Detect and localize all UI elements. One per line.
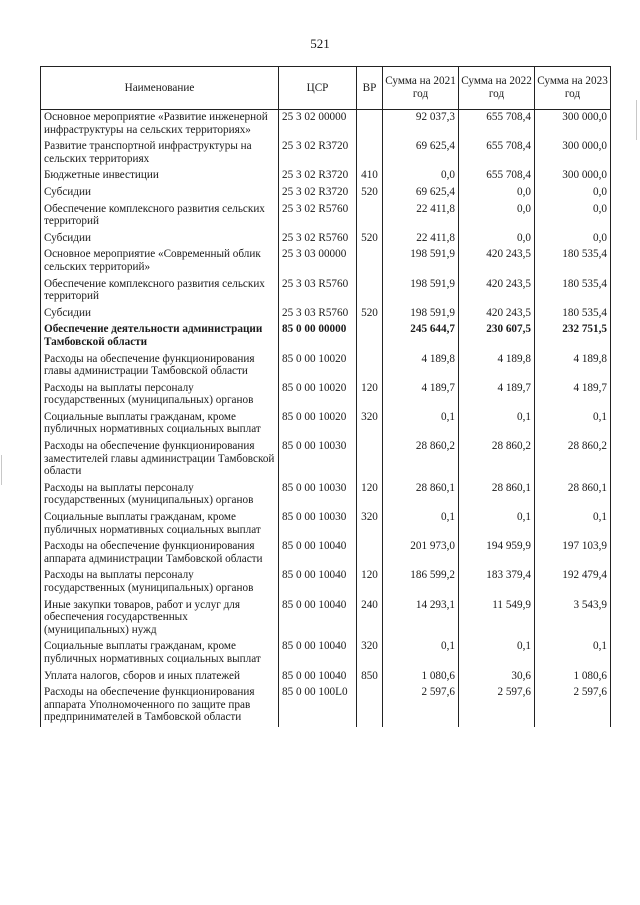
table-row xyxy=(41,669,611,686)
cell-csr: 85 0 00 10030 xyxy=(279,510,357,539)
header-name: Наименование xyxy=(41,67,279,110)
cell-vr xyxy=(357,322,383,351)
cell-sum-2023: 28 860,1 xyxy=(535,481,611,510)
cell-sum-2023: 300 000,0 xyxy=(535,139,611,168)
cell-sum-2022: 655 708,4 xyxy=(459,139,535,168)
cell-name: Развитие транспортной инфраструктуры на сельских территориях xyxy=(41,139,279,168)
cell-sum-2021: 0,1 xyxy=(383,639,459,668)
cell-vr xyxy=(357,110,383,140)
cell-name: Уплата налогов, сборов и иных платежей xyxy=(41,669,279,686)
cell-sum-2021: 0,0 xyxy=(383,168,459,185)
cell-sum-2021: 201 973,0 xyxy=(383,539,459,568)
table-row xyxy=(41,322,611,351)
scan-edge-mark xyxy=(1,455,2,485)
cell-sum-2022: 0,1 xyxy=(459,639,535,668)
cell-sum-2021: 22 411,8 xyxy=(383,231,459,248)
table-row xyxy=(41,381,611,410)
table-row xyxy=(41,481,611,510)
table-row xyxy=(41,510,611,539)
table-row xyxy=(41,168,611,185)
cell-csr: 25 3 02 R5760 xyxy=(279,231,357,248)
cell-sum-2021: 4 189,7 xyxy=(383,381,459,410)
cell-csr: 85 0 00 10030 xyxy=(279,481,357,510)
cell-sum-2022: 0,1 xyxy=(459,410,535,439)
cell-sum-2021: 198 591,9 xyxy=(383,306,459,323)
cell-vr: 410 xyxy=(357,168,383,185)
cell-name: Социальные выплаты гражданам, кроме публичных нормативных социальных выплат xyxy=(41,410,279,439)
cell-name: Расходы на выплаты персоналу государственных (муниципальных) органов xyxy=(41,381,279,410)
header-sum-2022: Сумма на 2022 год xyxy=(459,67,535,110)
cell-csr: 25 3 02 R3720 xyxy=(279,168,357,185)
cell-sum-2022: 230 607,5 xyxy=(459,322,535,351)
cell-sum-2023: 4 189,8 xyxy=(535,352,611,381)
cell-sum-2022: 28 860,1 xyxy=(459,481,535,510)
cell-vr: 520 xyxy=(357,231,383,248)
cell-sum-2023: 180 535,4 xyxy=(535,306,611,323)
cell-sum-2022: 11 549,9 xyxy=(459,598,535,640)
cell-csr: 25 3 02 R3720 xyxy=(279,185,357,202)
table-row xyxy=(41,110,611,140)
cell-sum-2021: 186 599,2 xyxy=(383,568,459,597)
cell-name: Основное мероприятие «Современный облик сельских территорий» xyxy=(41,247,279,276)
table-row xyxy=(41,568,611,597)
cell-sum-2023: 300 000,0 xyxy=(535,168,611,185)
cell-sum-2021: 69 625,4 xyxy=(383,139,459,168)
cell-csr: 85 0 00 10040 xyxy=(279,669,357,686)
cell-vr xyxy=(357,202,383,231)
cell-csr: 85 0 00 10040 xyxy=(279,598,357,640)
cell-name: Субсидии xyxy=(41,185,279,202)
cell-sum-2022: 28 860,2 xyxy=(459,439,535,481)
cell-sum-2022: 420 243,5 xyxy=(459,277,535,306)
cell-csr: 85 0 00 10040 xyxy=(279,639,357,668)
cell-vr xyxy=(357,539,383,568)
cell-name: Социальные выплаты гражданам, кроме публичных нормативных социальных выплат xyxy=(41,639,279,668)
cell-name: Расходы на выплаты персоналу государственных (муниципальных) органов xyxy=(41,481,279,510)
table-row xyxy=(41,639,611,668)
cell-csr: 85 0 00 10020 xyxy=(279,352,357,381)
table-row xyxy=(41,202,611,231)
cell-vr: 520 xyxy=(357,185,383,202)
cell-sum-2021: 28 860,2 xyxy=(383,439,459,481)
table-header-row xyxy=(41,67,611,110)
cell-sum-2023: 0,1 xyxy=(535,639,611,668)
table-row xyxy=(41,277,611,306)
table-row xyxy=(41,352,611,381)
cell-csr: 25 3 03 00000 xyxy=(279,247,357,276)
cell-csr: 85 0 00 10020 xyxy=(279,410,357,439)
table-row xyxy=(41,439,611,481)
header-csr: ЦСР xyxy=(279,67,357,110)
table-row xyxy=(41,306,611,323)
table-row xyxy=(41,231,611,248)
cell-sum-2023: 180 535,4 xyxy=(535,277,611,306)
cell-sum-2023: 0,1 xyxy=(535,410,611,439)
cell-sum-2021: 198 591,9 xyxy=(383,247,459,276)
header-sum-2023: Сумма на 2023 год xyxy=(535,67,611,110)
cell-name: Расходы на обеспечение функционирования главы администрации Тамбовской области xyxy=(41,352,279,381)
cell-name: Обеспечение комплексного развития сельских территорий xyxy=(41,277,279,306)
table-row xyxy=(41,685,611,727)
cell-sum-2021: 4 189,8 xyxy=(383,352,459,381)
cell-csr: 25 3 03 R5760 xyxy=(279,277,357,306)
cell-vr: 120 xyxy=(357,381,383,410)
cell-csr: 25 3 03 R5760 xyxy=(279,306,357,323)
cell-sum-2023: 0,0 xyxy=(535,231,611,248)
cell-csr: 85 0 00 10020 xyxy=(279,381,357,410)
table-row xyxy=(41,139,611,168)
cell-sum-2022: 0,0 xyxy=(459,202,535,231)
cell-csr: 25 3 02 R5760 xyxy=(279,202,357,231)
cell-sum-2021: 0,1 xyxy=(383,510,459,539)
cell-sum-2022: 420 243,5 xyxy=(459,306,535,323)
table-body xyxy=(41,110,611,727)
cell-vr: 240 xyxy=(357,598,383,640)
budget-table xyxy=(40,66,611,727)
cell-sum-2022: 4 189,7 xyxy=(459,381,535,410)
cell-sum-2022: 0,1 xyxy=(459,510,535,539)
cell-vr xyxy=(357,139,383,168)
cell-vr: 320 xyxy=(357,639,383,668)
cell-sum-2023: 0,1 xyxy=(535,510,611,539)
cell-sum-2022: 30,6 xyxy=(459,669,535,686)
table-row xyxy=(41,185,611,202)
cell-name: Расходы на обеспечение функционирования аппарата Уполномоченного по защите прав предпринимателей в Тамбовской области xyxy=(41,685,279,727)
cell-sum-2022: 4 189,8 xyxy=(459,352,535,381)
cell-sum-2023: 3 543,9 xyxy=(535,598,611,640)
cell-sum-2023: 0,0 xyxy=(535,185,611,202)
cell-csr: 25 3 02 R3720 xyxy=(279,139,357,168)
cell-sum-2022: 183 379,4 xyxy=(459,568,535,597)
cell-csr: 25 3 02 00000 xyxy=(279,110,357,140)
cell-name: Бюджетные инвестиции xyxy=(41,168,279,185)
cell-vr: 320 xyxy=(357,410,383,439)
cell-sum-2021: 92 037,3 xyxy=(383,110,459,140)
table-row xyxy=(41,539,611,568)
cell-vr: 850 xyxy=(357,669,383,686)
cell-sum-2023: 28 860,2 xyxy=(535,439,611,481)
cell-name: Обеспечение деятельности администрации Тамбовской области xyxy=(41,322,279,351)
cell-csr: 85 0 00 10030 xyxy=(279,439,357,481)
header-sum-2021: Сумма на 2021 год xyxy=(383,67,459,110)
table-row xyxy=(41,410,611,439)
page-number: 521 xyxy=(310,36,330,51)
cell-vr xyxy=(357,352,383,381)
cell-name: Основное мероприятие «Развитие инженерной инфраструктуры на сельских территориях» xyxy=(41,110,279,140)
cell-name: Субсидии xyxy=(41,306,279,323)
cell-sum-2023: 2 597,6 xyxy=(535,685,611,727)
cell-vr xyxy=(357,277,383,306)
cell-vr: 120 xyxy=(357,481,383,510)
cell-vr xyxy=(357,685,383,727)
cell-vr: 320 xyxy=(357,510,383,539)
cell-sum-2021: 14 293,1 xyxy=(383,598,459,640)
cell-sum-2021: 198 591,9 xyxy=(383,277,459,306)
table-row xyxy=(41,598,611,640)
cell-sum-2022: 2 597,6 xyxy=(459,685,535,727)
cell-sum-2023: 300 000,0 xyxy=(535,110,611,140)
cell-name: Субсидии xyxy=(41,231,279,248)
cell-sum-2022: 655 708,4 xyxy=(459,168,535,185)
cell-sum-2022: 655 708,4 xyxy=(459,110,535,140)
cell-sum-2021: 2 597,6 xyxy=(383,685,459,727)
cell-sum-2021: 245 644,7 xyxy=(383,322,459,351)
cell-csr: 85 0 00 00000 xyxy=(279,322,357,351)
cell-vr xyxy=(357,247,383,276)
cell-sum-2023: 4 189,7 xyxy=(535,381,611,410)
cell-sum-2021: 1 080,6 xyxy=(383,669,459,686)
cell-sum-2022: 0,0 xyxy=(459,231,535,248)
cell-vr: 520 xyxy=(357,306,383,323)
cell-csr: 85 0 00 10040 xyxy=(279,539,357,568)
table-row xyxy=(41,247,611,276)
cell-sum-2023: 192 479,4 xyxy=(535,568,611,597)
cell-sum-2023: 1 080,6 xyxy=(535,669,611,686)
cell-name: Социальные выплаты гражданам, кроме публичных нормативных социальных выплат xyxy=(41,510,279,539)
cell-name: Расходы на обеспечение функционирования заместителей главы администрации Тамбовской области xyxy=(41,439,279,481)
header-vr: ВР xyxy=(357,67,383,110)
cell-sum-2021: 69 625,4 xyxy=(383,185,459,202)
cell-sum-2023: 232 751,5 xyxy=(535,322,611,351)
cell-name: Обеспечение комплексного развития сельских территорий xyxy=(41,202,279,231)
cell-csr: 85 0 00 10040 xyxy=(279,568,357,597)
cell-sum-2023: 197 103,9 xyxy=(535,539,611,568)
cell-sum-2022: 420 243,5 xyxy=(459,247,535,276)
cell-vr xyxy=(357,439,383,481)
cell-sum-2023: 0,0 xyxy=(535,202,611,231)
cell-csr: 85 0 00 100L0 xyxy=(279,685,357,727)
cell-name: Расходы на обеспечение функционирования аппарата администрации Тамбовской области xyxy=(41,539,279,568)
cell-sum-2022: 0,0 xyxy=(459,185,535,202)
cell-sum-2023: 180 535,4 xyxy=(535,247,611,276)
cell-name: Иные закупки товаров, работ и услуг для обеспечения государственных (муниципальных) нужд xyxy=(41,598,279,640)
scan-edge-mark xyxy=(636,100,637,140)
cell-sum-2021: 22 411,8 xyxy=(383,202,459,231)
cell-sum-2021: 0,1 xyxy=(383,410,459,439)
cell-name: Расходы на выплаты персоналу государственных (муниципальных) органов xyxy=(41,568,279,597)
cell-vr: 120 xyxy=(357,568,383,597)
cell-sum-2021: 28 860,1 xyxy=(383,481,459,510)
cell-sum-2022: 194 959,9 xyxy=(459,539,535,568)
